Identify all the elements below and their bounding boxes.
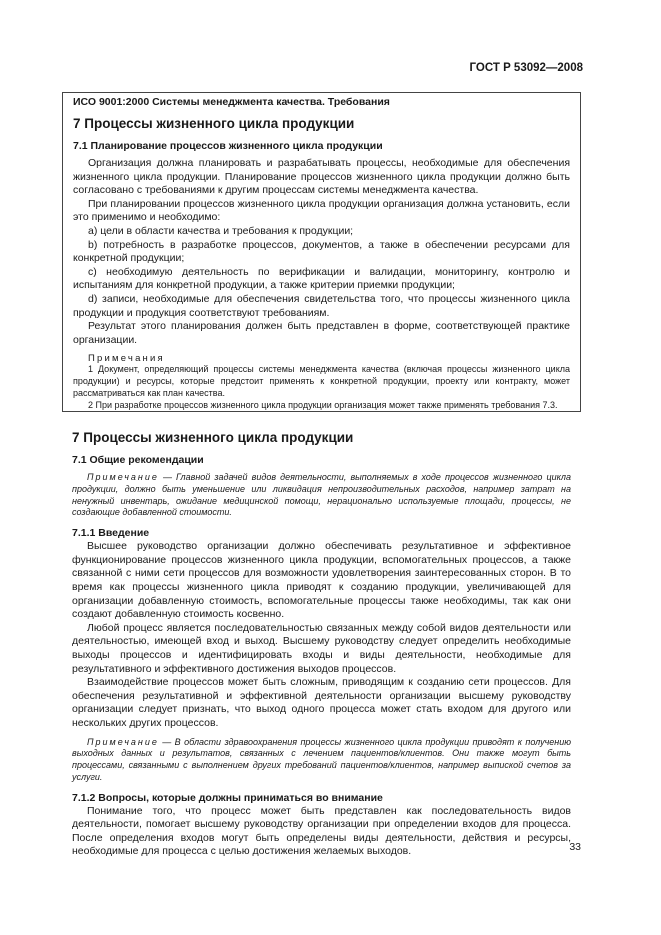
note-text: — Главной задачей видов деятельности, выполняемых в ходе процессов жизненного цикла продукции, должно быть уменьшение или ликвидация непроизводительных расходов, например затрат на ненужный инвентарь, ожидание медицинской помощи, нерационально используемые площади, процессы, не создающие добавленной стоимости.	[72, 472, 571, 518]
note-7-1	[72, 472, 571, 519]
subsection-title-7-1-2: 7.1.2 Вопросы, которые должны приниматься во внимание	[72, 791, 383, 804]
iso-paragraph: При планировании процессов жизненного цикла продукции организация должна установить, если это применимо и необходимо:	[73, 197, 570, 224]
iso-list-item: c) необходимую деятельность по верификации и валидации, мониторингу, контролю и испытаниям для конкретной продукции, а также критерии приемки продукции;	[73, 265, 570, 292]
note-label: Примечание	[87, 736, 159, 747]
iso-section-title: 7 Процессы жизненного цикла продукции	[73, 116, 355, 131]
note-label: Примечание	[87, 472, 159, 482]
iso-note: 1 Документ, определяющий процессы системы менеджмента качества (включая процессы жизненного цикла продукции) и ресурсы, которые предстоит применять к конкретной продукции, проекту или контракту, может рассматриваться как план качества.	[73, 364, 570, 398]
iso-list-item: b) потребность в разработке процессов, документов, а также в обеспечении ресурсами для конкретной продукции;	[73, 238, 570, 265]
iso-list-item: a) цели в области качества и требования к продукции;	[88, 224, 354, 237]
paragraph: Высшее руководство организации должно обеспечивать результативное и эффективное функционирование процессов жизненного цикла продукции, вспомогательных процессов, а также связанной с ними сети процессов для возможности удовлетворения заинтересованных сторон. В то время как процессы жизненного цикла приводят к созданию продукции, увеличивающей для организации добавленную стоимость, вспомогательные процессы также необходимы, так как они создают добавленную стоимость косвенно.	[72, 540, 571, 621]
iso-subsection-title: 7.1 Планирование процессов жизненного цикла продукции	[73, 140, 383, 152]
subsection-title-7-1-1: 7.1.1 Введение	[72, 527, 150, 540]
paragraph: Взаимодействие процессов может быть сложным, приводящим к созданию сети процессов. Для обеспечения результативной и эффективной деятельности организации высшему руководству организации следует признать, что выход одного процесса может стать входом для другого или нескольких других процессов.	[72, 676, 571, 729]
iso-quote-box	[62, 92, 581, 412]
note-text: — В области здравоохранения процессы жизненного цикла продукции приводят к получению выходных данных и результатов, связанных с лечением пациентов/клиентов. Они также могут быть процессами, связанными с выполнением других требований пациентов/клиентов, например выпиской счетов за услуги.	[72, 736, 571, 782]
iso-box-heading: ИСО 9001:2000 Системы менеджмента качества. Требования	[73, 96, 390, 108]
iso-paragraph: Организация должна планировать и разрабатывать процессы, необходимые для обеспечения жизненного цикла продукции. Планирование процессов жизненного цикла продукции должно быть согласовано с требованиями к другим процессам системы менеджмента качества.	[73, 157, 570, 197]
page-number: 33	[569, 841, 581, 853]
iso-paragraph: Результат этого планирования должен быть представлен в форме, соответствующей практике организации.	[73, 320, 570, 346]
standard-designation: ГОСТ Р 53092—2008	[469, 62, 583, 74]
note-7-1-1	[72, 737, 571, 784]
subsection-title-7-1: 7.1 Общие рекомендации	[72, 454, 204, 466]
paragraph: Любой процесс является последовательностью связанных между собой видов деятельности или деятельностью, имеющей вход и выход. Высшему руководству следует определить необходимые выходы процессов и идентифицировать входы и виды деятельности, необходимые для результативного и эффективного достижения выходов процессов.	[72, 621, 571, 675]
guidance-section	[62, 430, 581, 859]
section-title: 7 Процессы жизненного цикла продукции	[72, 430, 354, 445]
iso-list-item: d) записи, необходимые для обеспечения свидетельства того, что процессы жизненного цикла продукции и продукция соответствуют требованиям.	[73, 292, 570, 319]
paragraph: Понимание того, что процесс может быть представлен как последовательность видов деятельности, помогает высшему руководству организации при определении входов для процесса. После определения входов могут быть определены виды деятельности, действия и ресурсы, необходимые для процесса с целью достижения желаемых выходов.	[72, 804, 571, 858]
iso-note: 2 При разработке процессов жизненного цикла продукции организация может также применять требования 7.3.	[88, 399, 558, 410]
iso-notes-title: Примечания	[88, 353, 165, 365]
